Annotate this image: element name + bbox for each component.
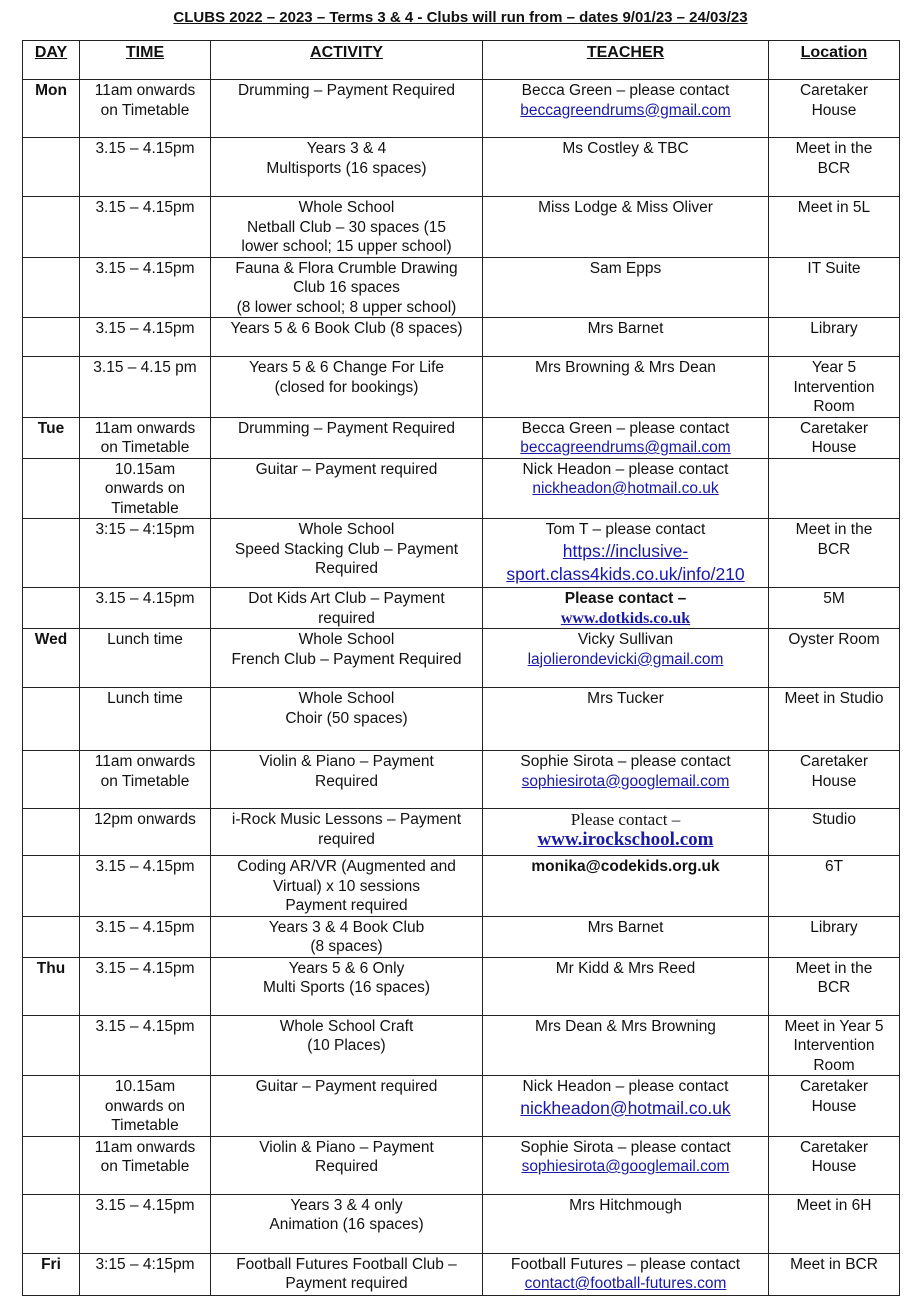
- day-cell: Thu: [23, 957, 80, 1015]
- time-text: on Timetable: [100, 772, 190, 790]
- location-text: BCR: [817, 979, 851, 996]
- time-cell: [80, 1076, 211, 1137]
- time-text: 11am onwards: [94, 1138, 196, 1156]
- time-cell: [80, 1015, 211, 1076]
- teacher-text: Mrs Hitchmough: [569, 1196, 682, 1214]
- time-cell: [80, 257, 211, 318]
- time-cell: [80, 588, 211, 629]
- activity-cell: [211, 957, 483, 1015]
- location-cell: [769, 318, 900, 357]
- day-cell: [23, 809, 80, 856]
- activity-text: (8 lower school; 8 upper school): [236, 298, 457, 316]
- teacher-text: Sophie Sirota – please contact: [520, 1138, 731, 1156]
- time-text: 3.15 – 4.15pm: [95, 140, 195, 157]
- contact-link[interactable]: sport.class4kids.co.uk/info/210: [506, 563, 745, 584]
- location-cell: [769, 809, 900, 856]
- table-row: [23, 197, 900, 258]
- time-text: 10.15am: [114, 1078, 176, 1095]
- location-cell: [769, 197, 900, 258]
- table-row: [23, 1015, 900, 1076]
- location-text: Caretaker: [799, 1138, 869, 1156]
- activity-cell: [211, 1253, 483, 1295]
- activity-cell: [211, 751, 483, 809]
- teacher-text: Mrs Barnet: [587, 320, 664, 337]
- table-row: [23, 519, 900, 588]
- header-time: TIME: [80, 41, 211, 80]
- teacher-cell: [483, 197, 769, 258]
- time-text: 3.15 – 4.15pm: [95, 1017, 195, 1035]
- contact-link[interactable]: beccagreendrums@gmail.com: [520, 101, 731, 119]
- location-text: Intervention: [793, 378, 875, 396]
- time-text: 3.15 – 4.15pm: [95, 918, 195, 936]
- teacher-cell: [483, 588, 769, 629]
- teacher-cell: [483, 751, 769, 809]
- activity-text: Years 3 & 4 Book Club: [268, 918, 425, 936]
- time-cell: [80, 629, 211, 688]
- time-cell: [80, 138, 211, 197]
- location-text: Caretaker: [799, 1078, 869, 1095]
- contact-link[interactable]: www.dotkids.co.uk: [560, 609, 691, 627]
- activity-cell: [211, 80, 483, 138]
- activity-cell: [211, 519, 483, 588]
- location-cell: [769, 519, 900, 588]
- location-cell: [769, 80, 900, 138]
- activity-text: Netball Club – 30 spaces (15: [246, 218, 447, 236]
- activity-cell: [211, 688, 483, 751]
- activity-text: Violin & Piano – Payment: [259, 753, 434, 770]
- time-text: on Timetable: [100, 101, 190, 119]
- table-row: [23, 80, 900, 138]
- activity-cell: [211, 856, 483, 917]
- day-cell: [23, 519, 80, 588]
- location-text: Caretaker: [799, 82, 869, 99]
- table-row: [23, 138, 900, 197]
- teacher-text: monika@codekids.org.uk: [531, 858, 720, 875]
- teacher-text: Mrs Tucker: [587, 690, 664, 707]
- activity-text: Required: [315, 772, 378, 790]
- day-cell: [23, 357, 80, 418]
- day-cell: [23, 688, 80, 751]
- teacher-text: Ms Costley & TBC: [562, 140, 689, 157]
- location-text: Year 5: [811, 359, 857, 376]
- day-cell: [23, 1076, 80, 1137]
- teacher-text: Nick Headon – please contact: [522, 460, 729, 478]
- time-cell: [80, 1253, 211, 1295]
- location-text: Meet in Studio: [784, 690, 884, 707]
- time-text: 3.15 – 4.15pm: [95, 590, 195, 607]
- header-activity: ACTIVITY: [211, 41, 483, 80]
- activity-text: Payment required: [285, 897, 408, 914]
- day-cell: Fri: [23, 1253, 80, 1295]
- contact-link[interactable]: sophiesirota@googlemail.com: [521, 772, 730, 790]
- time-text: 11am onwards: [94, 82, 196, 99]
- time-text: onwards on: [104, 480, 186, 497]
- time-cell: [80, 519, 211, 588]
- time-cell: [80, 688, 211, 751]
- teacher-text: Tom T – please contact: [545, 521, 706, 538]
- location-cell: [769, 1194, 900, 1253]
- teacher-cell: [483, 138, 769, 197]
- activity-cell: [211, 197, 483, 258]
- header-row: [23, 41, 900, 80]
- day-cell: Mon: [23, 80, 80, 138]
- time-text: 3:15 – 4:15pm: [95, 521, 195, 538]
- location-text: BCR: [817, 540, 851, 558]
- activity-text: (8 spaces): [310, 938, 383, 955]
- location-cell: [769, 458, 900, 519]
- location-text: 6T: [824, 858, 844, 875]
- table-row: [23, 458, 900, 519]
- teacher-cell: [483, 417, 769, 458]
- location-text: Meet in the: [795, 140, 873, 157]
- time-text: 11am onwards: [94, 419, 196, 437]
- time-text: Lunch time: [107, 690, 183, 707]
- location-text: House: [811, 1158, 857, 1175]
- time-text: Timetable: [111, 499, 179, 517]
- header-day: DAY: [23, 41, 80, 80]
- teacher-cell: [483, 1253, 769, 1295]
- activity-cell: [211, 458, 483, 519]
- activity-text: required: [318, 830, 375, 848]
- activity-text: Whole School: [298, 631, 395, 648]
- day-cell: [23, 1194, 80, 1253]
- teacher-text: Sophie Sirota – please contact: [520, 753, 731, 770]
- activity-cell: [211, 357, 483, 418]
- activity-text: Football Futures Football Club –: [236, 1255, 457, 1273]
- teacher-cell: [483, 809, 769, 856]
- activity-text: lower school; 15 upper school): [241, 238, 452, 255]
- day-cell: [23, 318, 80, 357]
- location-cell: [769, 916, 900, 957]
- activity-text: i-Rock Music Lessons – Payment: [231, 811, 462, 828]
- time-text: on Timetable: [100, 439, 190, 456]
- time-text: 3.15 – 4.15pm: [95, 199, 195, 216]
- activity-text: Drumming – Payment Required: [237, 419, 456, 437]
- location-text: BCR: [817, 159, 851, 177]
- teacher-text: Please contact –: [564, 590, 687, 607]
- location-text: Room: [813, 1056, 855, 1074]
- activity-text: Whole School: [298, 199, 395, 216]
- time-text: on Timetable: [100, 1158, 190, 1175]
- activity-text: Speed Stacking Club – Payment: [234, 540, 459, 558]
- time-text: 3.15 – 4.15pm: [95, 320, 195, 337]
- teacher-cell: [483, 629, 769, 688]
- table-row: [23, 1253, 900, 1295]
- location-text: Meet in Year 5: [784, 1017, 884, 1035]
- time-cell: [80, 357, 211, 418]
- location-text: Oyster Room: [788, 631, 880, 648]
- teacher-text: Becca Green – please contact: [521, 82, 730, 99]
- time-cell: [80, 197, 211, 258]
- location-text: Intervention: [793, 1037, 875, 1054]
- location-text: Studio: [812, 811, 856, 828]
- location-cell: [769, 588, 900, 629]
- teacher-text: Nick Headon – please contact: [522, 1078, 729, 1095]
- activity-text: Whole School: [298, 690, 395, 707]
- teacher-text: Mr Kidd & Mrs Reed: [555, 959, 696, 977]
- page-title: CLUBS 2022 – 2023 – Terms 3 & 4 - Clubs will run from – dates 9/01/23 – 24/03/23: [173, 9, 748, 26]
- activity-cell: [211, 138, 483, 197]
- teacher-text: Sam Epps: [589, 259, 662, 277]
- contact-link[interactable]: nickheadon@hotmail.co.uk: [520, 1097, 731, 1118]
- day-cell: Wed: [23, 629, 80, 688]
- activity-cell: [211, 1194, 483, 1253]
- activity-cell: [211, 629, 483, 688]
- time-text: 11am onwards: [94, 753, 196, 770]
- activity-text: Years 5 & 6 Only: [288, 959, 405, 977]
- table-row: [23, 1194, 900, 1253]
- table-row: [23, 809, 900, 856]
- time-text: 3:15 – 4:15pm: [95, 1255, 195, 1273]
- time-text: Lunch time: [107, 631, 183, 648]
- activity-cell: [211, 588, 483, 629]
- time-cell: [80, 458, 211, 519]
- teacher-text: Becca Green – please contact: [521, 419, 730, 437]
- activity-cell: [211, 916, 483, 957]
- activity-cell: [211, 417, 483, 458]
- day-cell: [23, 257, 80, 318]
- teacher-text: Mrs Browning & Mrs Dean: [535, 359, 716, 376]
- table-row: [23, 688, 900, 751]
- teacher-cell: [483, 357, 769, 418]
- teacher-cell: [483, 318, 769, 357]
- table-row: [23, 629, 900, 688]
- activity-text: Required: [315, 560, 378, 577]
- contact-link[interactable]: nickheadon@hotmail.co.uk: [532, 480, 719, 497]
- location-text: House: [811, 439, 857, 456]
- location-cell: [769, 1253, 900, 1295]
- location-text: Meet in 6H: [796, 1196, 872, 1214]
- time-cell: [80, 856, 211, 917]
- activity-text: Violin & Piano – Payment: [259, 1138, 434, 1156]
- time-text: 3.15 – 4.15pm: [95, 1196, 195, 1214]
- table-row: [23, 751, 900, 809]
- activity-text: (10 Places): [307, 1037, 386, 1054]
- time-text: 3.15 – 4.15pm: [95, 259, 195, 277]
- location-cell: [769, 688, 900, 751]
- time-cell: [80, 1136, 211, 1194]
- teacher-cell: [483, 957, 769, 1015]
- activity-text: Years 3 & 4 only: [290, 1196, 403, 1214]
- activity-text: Multi Sports (16 spaces): [262, 979, 431, 996]
- activity-text: Multisports (16 spaces): [266, 159, 427, 177]
- activity-cell: [211, 809, 483, 856]
- location-cell: [769, 1015, 900, 1076]
- time-cell: [80, 318, 211, 357]
- location-text: House: [811, 101, 857, 119]
- activity-text: Years 5 & 6 Book Club (8 spaces): [230, 320, 463, 337]
- teacher-cell: [483, 1015, 769, 1076]
- teacher-cell: [483, 688, 769, 751]
- table-row: [23, 957, 900, 1015]
- location-text: Library: [810, 918, 858, 936]
- table-row: [23, 417, 900, 458]
- teacher-text: Mrs Barnet: [587, 918, 664, 936]
- activity-text: Whole School Craft: [279, 1017, 414, 1035]
- activity-cell: [211, 1136, 483, 1194]
- location-cell: [769, 629, 900, 688]
- table-row: [23, 318, 900, 357]
- time-cell: [80, 1194, 211, 1253]
- teacher-cell: [483, 257, 769, 318]
- time-text: 3.15 – 4.15pm: [95, 858, 195, 875]
- table-row: [23, 357, 900, 418]
- table-row: [23, 257, 900, 318]
- location-cell: [769, 856, 900, 917]
- activity-text: Payment required: [285, 1275, 408, 1292]
- header-location: Location: [769, 41, 900, 80]
- location-text: IT Suite: [807, 259, 861, 277]
- activity-cell: [211, 1076, 483, 1137]
- table-row: [23, 856, 900, 917]
- time-text: 3.15 – 4.15pm: [95, 959, 195, 977]
- clubs-table: [22, 40, 900, 1296]
- teacher-text: Vicky Sullivan: [577, 631, 674, 648]
- activity-text: Animation (16 spaces): [269, 1216, 424, 1233]
- location-text: Library: [810, 320, 858, 337]
- activity-text: Years 5 & 6 Change For Life: [248, 359, 445, 376]
- day-cell: [23, 138, 80, 197]
- location-cell: [769, 257, 900, 318]
- location-cell: [769, 417, 900, 458]
- teacher-text: Miss Lodge & Miss Oliver: [538, 199, 713, 216]
- activity-text: Dot Kids Art Club – Payment: [248, 590, 445, 607]
- location-cell: [769, 1076, 900, 1137]
- contact-link[interactable]: lajolierondevicki@gmail.com: [527, 650, 724, 668]
- day-cell: [23, 856, 80, 917]
- location-cell: [769, 1136, 900, 1194]
- teacher-text: Football Futures – please contact: [510, 1255, 741, 1273]
- time-cell: [80, 809, 211, 856]
- teacher-text: Please contact –: [570, 810, 681, 829]
- time-text: 10.15am: [114, 460, 176, 478]
- teacher-cell: [483, 80, 769, 138]
- day-cell: Tue: [23, 417, 80, 458]
- day-cell: [23, 458, 80, 519]
- location-cell: [769, 138, 900, 197]
- day-cell: [23, 751, 80, 809]
- time-cell: [80, 80, 211, 138]
- table-row: [23, 588, 900, 629]
- teacher-cell: [483, 916, 769, 957]
- time-text: onwards on: [104, 1097, 186, 1115]
- time-text: 12pm onwards: [94, 811, 196, 828]
- activity-text: French Club – Payment Required: [231, 650, 462, 668]
- day-cell: [23, 1015, 80, 1076]
- activity-text: Coding AR/VR (Augmented and: [237, 858, 456, 875]
- time-cell: [80, 916, 211, 957]
- activity-text: required: [318, 609, 375, 627]
- activity-text: (closed for bookings): [274, 378, 419, 396]
- time-cell: [80, 957, 211, 1015]
- teacher-cell: [483, 1136, 769, 1194]
- table-row: [23, 1136, 900, 1194]
- activity-text: Whole School: [298, 521, 395, 538]
- location-text: Caretaker: [799, 753, 869, 770]
- table-row: [23, 916, 900, 957]
- activity-cell: [211, 257, 483, 318]
- contact-link[interactable]: contact@football-futures.com: [524, 1275, 727, 1292]
- day-cell: [23, 588, 80, 629]
- location-text: House: [811, 1097, 857, 1115]
- activity-text: Choir (50 spaces): [285, 709, 408, 727]
- teacher-cell: [483, 856, 769, 917]
- time-cell: [80, 417, 211, 458]
- time-text: 3.15 – 4.15 pm: [93, 359, 197, 376]
- location-text: Meet in BCR: [790, 1255, 878, 1273]
- activity-text: Guitar – Payment required: [255, 460, 438, 478]
- time-text: Timetable: [111, 1117, 179, 1134]
- contact-link[interactable]: https://inclusive-: [562, 540, 689, 561]
- day-cell: [23, 1136, 80, 1194]
- location-text: 5M: [823, 590, 845, 607]
- contact-link[interactable]: sophiesirota@googlemail.com: [521, 1158, 730, 1175]
- contact-link[interactable]: www.irockschool.com: [537, 828, 714, 850]
- teacher-cell: [483, 1076, 769, 1137]
- activity-text: Drumming – Payment Required: [237, 82, 456, 99]
- table-body: [23, 80, 900, 1296]
- location-text: Meet in the: [795, 959, 873, 977]
- activity-text: Club 16 spaces: [293, 279, 400, 296]
- contact-link[interactable]: beccagreendrums@gmail.com: [520, 439, 731, 456]
- location-cell: [769, 957, 900, 1015]
- activity-text: Virtual) x 10 sessions: [272, 877, 421, 895]
- teacher-text: Mrs Dean & Mrs Browning: [535, 1017, 716, 1035]
- teacher-cell: [483, 458, 769, 519]
- day-cell: [23, 916, 80, 957]
- header-teacher: TEACHER: [483, 41, 769, 80]
- location-cell: [769, 751, 900, 809]
- location-cell: [769, 357, 900, 418]
- location-text: Meet in the: [795, 521, 873, 538]
- teacher-cell: [483, 519, 769, 588]
- activity-text: Guitar – Payment required: [255, 1078, 438, 1095]
- location-text: Meet in 5L: [797, 199, 871, 216]
- location-text: Room: [813, 398, 855, 415]
- activity-cell: [211, 318, 483, 357]
- teacher-cell: [483, 1194, 769, 1253]
- table-row: [23, 1076, 900, 1137]
- activity-text: Required: [315, 1158, 378, 1175]
- time-cell: [80, 751, 211, 809]
- activity-text: Fauna & Flora Crumble Drawing: [235, 259, 458, 277]
- location-text: House: [811, 772, 857, 790]
- activity-cell: [211, 1015, 483, 1076]
- day-cell: [23, 197, 80, 258]
- location-text: Caretaker: [799, 419, 869, 437]
- activity-text: Years 3 & 4: [306, 140, 387, 157]
